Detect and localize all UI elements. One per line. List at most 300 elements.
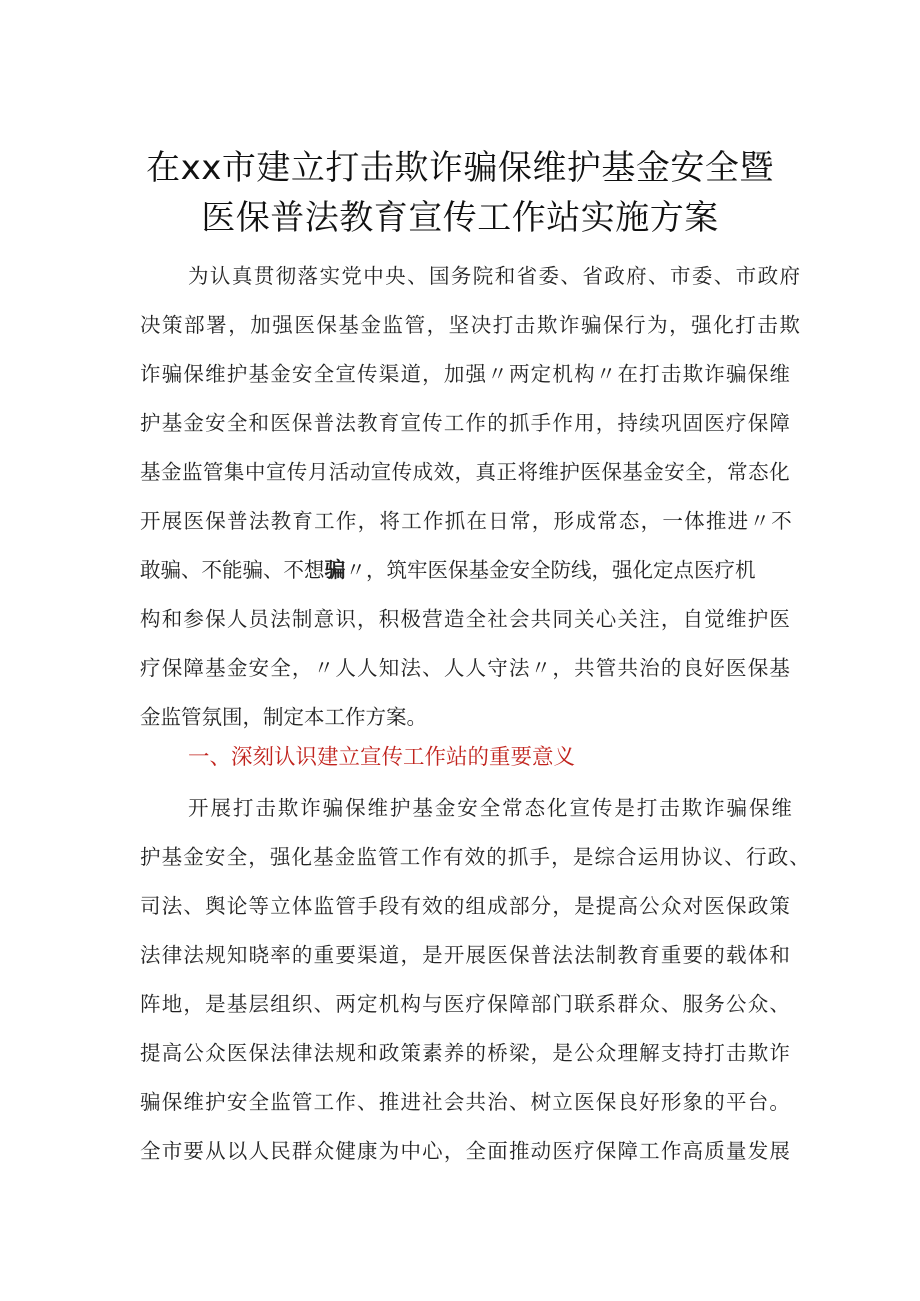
text-char: ， (357, 607, 378, 631)
text-char: 教 (270, 509, 292, 533)
text-char: 与 (422, 992, 443, 1016)
text-char: 欺 (747, 1041, 769, 1065)
text-char: 健 (335, 1139, 356, 1163)
justified-text (140, 459, 790, 485)
text-char: 障 (617, 1139, 638, 1163)
text-char: 管 (378, 845, 399, 869)
text-char: 展 (161, 509, 183, 533)
text-char: 组 (465, 894, 487, 918)
text-char: 制 (595, 943, 617, 967)
text-char: 保 (316, 313, 337, 337)
text-char: 保 (747, 656, 769, 680)
text-char: 普 (530, 943, 552, 967)
text-char: 保 (487, 992, 508, 1016)
paragraph-2-line-8 (140, 1138, 790, 1164)
text-char: 将 (379, 509, 400, 533)
text-char: 政 (747, 894, 769, 918)
text-char: 管 (404, 313, 426, 337)
text-char: 基 (226, 992, 248, 1016)
paragraph-1-line-2 (140, 312, 800, 338)
text-char: 梁 (508, 1041, 530, 1065)
justified-text (140, 1089, 790, 1115)
text-char: 抓 (507, 845, 529, 869)
text-char: 参 (183, 607, 204, 631)
text-char: 为 (378, 1139, 400, 1163)
justified-text (140, 1138, 790, 1164)
text-char: 医 (704, 894, 725, 918)
text-char: ， (248, 845, 269, 869)
text-char: ， (443, 1139, 465, 1163)
text-char: 众 (660, 894, 682, 918)
text-char: 行 (745, 845, 767, 869)
text-char: ， (669, 313, 690, 337)
text-char: 传 (422, 411, 443, 435)
text-char: 为 (188, 264, 209, 288)
text-char: 金 (360, 313, 381, 337)
paragraph-2-line-3 (140, 893, 790, 919)
text-char: 保 (601, 460, 622, 484)
text-char: 法 (552, 943, 573, 967)
text-char: 律 (161, 943, 183, 967)
text-char: 基 (769, 656, 790, 680)
text-char: 击 (514, 313, 536, 337)
text-char: 众 (595, 1041, 617, 1065)
text-char: 维 (725, 607, 747, 631)
text-char: 有 (400, 894, 421, 918)
text-char: 知 (378, 656, 400, 680)
text-char: 识 (335, 607, 356, 631)
text-char: 作 (421, 845, 442, 869)
text-char: 打 (735, 313, 756, 337)
text-char: 医 (226, 1041, 248, 1065)
text-char: 是 (574, 894, 595, 918)
paragraph-1-line-9 (140, 655, 790, 681)
text-char: 党 (341, 264, 362, 288)
text-char: 育 (639, 943, 660, 967)
text-char: 两 (335, 992, 356, 1016)
text-char: 服 (682, 992, 704, 1016)
text-char: 象 (682, 1090, 704, 1114)
text-char: 、 (769, 992, 790, 1016)
text-char: 常 (502, 796, 523, 820)
text-char: 全 (479, 796, 501, 820)
text-char: 造 (443, 607, 465, 631)
text-char: 宣 (265, 460, 287, 484)
text-char: 是 (205, 992, 226, 1016)
text-char: 欺 (682, 362, 704, 386)
document-title-line-2: 医保普法教育宣传工作站实施方案 (201, 198, 719, 238)
text-char: 态 (524, 796, 546, 820)
text-char: 骗 (140, 1090, 161, 1114)
text-char: 策 (400, 1041, 421, 1065)
paragraph-1-line-7 (140, 557, 790, 583)
text-char: 宣 (569, 796, 590, 820)
text-char: 规 (335, 1041, 356, 1065)
paragraph-1-line-10: 金监管氛围，制定本工作方案。 (140, 705, 427, 729)
text-char: 支 (660, 1041, 682, 1065)
text-char: 群 (617, 992, 638, 1016)
text-char: 共 (617, 656, 638, 680)
text-char: 人 (226, 607, 248, 631)
text-char: 医 (769, 607, 790, 631)
text-char: 良 (682, 656, 704, 680)
text-char: 推 (508, 1139, 530, 1163)
text-char: 、 (789, 845, 810, 869)
text-char: 金 (270, 362, 291, 386)
text-char: 推 (378, 1090, 400, 1114)
text-char: 定 (357, 992, 378, 1016)
text-char: 构 (400, 992, 421, 1016)
text-char: 省 (516, 264, 538, 288)
text-char: 治 (487, 1090, 508, 1114)
text-char: 中 (400, 1139, 421, 1163)
paragraph-1-line-1 (188, 263, 800, 289)
text-char: 关 (574, 607, 595, 631)
text-char: 公 (725, 992, 747, 1016)
text-char: 护 (559, 460, 580, 484)
text-char: 的 (704, 943, 725, 967)
text-char: 、 (183, 894, 204, 918)
text-char: 强 (272, 313, 293, 337)
text-char: 体 (684, 509, 705, 533)
text-char: 医 (580, 460, 601, 484)
text-char: ， (640, 509, 662, 533)
text-char: 的 (487, 411, 508, 435)
text-char: 署 (206, 313, 227, 337)
text-char: 保 (595, 1090, 617, 1114)
text-char: 分 (530, 894, 552, 918)
text-char: 护 (205, 1090, 226, 1114)
text-char: 晓 (248, 943, 270, 967)
text-char: 金 (183, 411, 204, 435)
text-char: 骗 (322, 796, 344, 820)
text-char: 运 (637, 845, 659, 869)
text-char: 诈 (140, 362, 161, 386)
text-char: 骗 (580, 313, 602, 337)
text-char: 注 (639, 607, 660, 631)
justified-text (140, 991, 790, 1017)
text-char: 渠 (378, 362, 400, 386)
text-char: 治 (639, 656, 660, 680)
text-char: 障 (183, 656, 204, 680)
text-char: 育 (292, 509, 313, 533)
text-char: 推 (705, 509, 727, 533)
text-char: 社 (487, 607, 508, 631)
text-char: 人 (357, 656, 378, 680)
text-char: 国 (428, 264, 450, 288)
text-char: 击 (757, 313, 778, 337)
text-char: 认 (209, 264, 231, 288)
text-char: 、 (660, 992, 682, 1016)
text-char: 固 (682, 411, 704, 435)
text-char: 、 (713, 264, 735, 288)
text-char: 法 (400, 656, 421, 680)
text-char: 立 (552, 1090, 573, 1114)
text-char: 〃 (749, 509, 770, 533)
text-char: 员 (248, 607, 270, 631)
text-char: 和 (357, 1041, 378, 1065)
text-char: 用 (574, 411, 595, 435)
text-char: 活 (328, 460, 350, 484)
text-char: 坚 (448, 313, 470, 337)
text-char: 真 (231, 264, 253, 288)
text-char: 织 (291, 992, 313, 1016)
text-char: 众 (639, 992, 660, 1016)
text-char: 联 (574, 992, 595, 1016)
text-char: ， (422, 362, 443, 386)
text-char: 央 (385, 264, 406, 288)
text-char: 。 (769, 1090, 790, 1114)
text-char: 态 (748, 460, 769, 484)
text-char: 是 (422, 943, 443, 967)
text-char: 落 (297, 264, 319, 288)
text-char: 台 (747, 1090, 769, 1114)
text-char: 市 (669, 264, 691, 288)
text-char: 击 (660, 362, 682, 386)
text-char: 层 (248, 992, 270, 1016)
text-char: 体 (291, 894, 313, 918)
text-char: 工 (639, 1139, 660, 1163)
text-char: 部 (184, 313, 205, 337)
text-char: 动 (349, 460, 371, 484)
text-char: 形 (660, 1090, 682, 1114)
text-char: 委 (538, 264, 559, 288)
text-char: 重 (313, 943, 335, 967)
text-char: 效 (422, 894, 443, 918)
text-char: 是 (572, 845, 594, 869)
text-char: 构 (140, 607, 161, 631)
justified-text (140, 893, 790, 919)
justified-text (188, 263, 800, 289)
text-char: 全 (248, 1090, 270, 1114)
text-char: 基 (140, 460, 161, 484)
text-char: 欺 (681, 796, 703, 820)
text-char: 金 (643, 460, 664, 484)
text-char: ， (660, 607, 682, 631)
paragraph-2-line-5 (140, 991, 790, 1017)
text-char: 手 (530, 411, 552, 435)
text-char: 抓 (444, 509, 466, 533)
text-char: 真 (475, 460, 496, 484)
text-char: 府 (626, 264, 647, 288)
text-char: 效 (433, 460, 455, 484)
text-char: 觉 (704, 607, 725, 631)
text-char: 工 (313, 1090, 335, 1114)
text-char: 化 (291, 845, 312, 869)
text-char: 道 (400, 362, 421, 386)
text-char: 展 (465, 943, 487, 967)
text-char: 持 (682, 1041, 704, 1065)
paragraph-2-line-7 (140, 1089, 790, 1115)
text-char: 好 (639, 1090, 660, 1114)
text-char: 策 (162, 313, 183, 337)
text-char: 〃 (313, 656, 335, 680)
text-char: 工 (443, 411, 465, 435)
text-char: 、 (648, 264, 669, 288)
text-char: 公 (574, 1041, 595, 1065)
text-char: 的 (443, 894, 465, 918)
text-char: 击 (725, 1041, 747, 1065)
section-1-heading: 一、深刻认识建立宣传工作站的重要意义 (188, 745, 576, 770)
text-char: 提 (595, 894, 617, 918)
text-char: 极 (400, 607, 421, 631)
text-char: 法 (335, 411, 356, 435)
text-char: 阵 (140, 992, 161, 1016)
text-char: 地 (161, 992, 183, 1016)
text-char: 院 (472, 264, 494, 288)
text-char: 载 (725, 943, 747, 967)
text-char: 机 (552, 362, 573, 386)
text-char: 维 (183, 1090, 204, 1114)
text-char: 教 (357, 411, 378, 435)
text-char: 工 (399, 845, 421, 869)
text-char: 人 (248, 1139, 270, 1163)
text-char: 骗 (161, 362, 183, 386)
text-char: 公 (183, 1041, 204, 1065)
text-char: 医 (443, 992, 465, 1016)
text-char: 维 (367, 796, 388, 820)
text-char: 全 (465, 1139, 487, 1163)
text-char: 金 (160, 460, 182, 484)
text-char: 发 (747, 1139, 769, 1163)
document-title-line-1: 在xx市建立打击欺诈骗保维护基金安全暨 (146, 148, 774, 188)
text-char: 态 (618, 509, 640, 533)
text-char: 为 (647, 313, 668, 337)
text-char: 宣 (400, 411, 421, 435)
text-char: 基 (313, 845, 334, 869)
text-char: 基 (205, 656, 226, 680)
text-char: 手 (529, 845, 551, 869)
text-char: 形 (553, 509, 575, 533)
text-char: 安 (226, 1090, 248, 1114)
text-char: 医 (574, 1090, 595, 1114)
text-char: 关 (617, 607, 638, 631)
text-char: ， (454, 460, 476, 484)
text-char: 化 (713, 313, 734, 337)
text-char: 疗 (574, 1139, 595, 1163)
text-char: 护 (747, 607, 769, 631)
text-char: 市 (161, 1139, 183, 1163)
text-char: 理 (617, 1041, 638, 1065)
text-char: 共 (530, 607, 552, 631)
text-char: 维 (769, 362, 790, 386)
text-char: 维 (538, 460, 559, 484)
text-char: 的 (704, 1090, 725, 1114)
text-char: 心 (422, 1139, 443, 1163)
text-char: 障 (508, 992, 530, 1016)
text-char: 系 (595, 992, 617, 1016)
text-char: 基 (338, 313, 359, 337)
text-char: 的 (660, 656, 682, 680)
text-char: 金 (434, 796, 456, 820)
text-char: 全 (313, 362, 335, 386)
text-char: 手 (357, 894, 378, 918)
text-char: 传 (391, 460, 413, 484)
text-char: 保 (183, 362, 204, 386)
text-char: 育 (378, 411, 400, 435)
text-char: 保 (161, 1090, 183, 1114)
text-char: 疗 (465, 992, 487, 1016)
text-char: 护 (226, 362, 248, 386)
text-char: 动 (530, 1139, 552, 1163)
text-char: 是 (552, 1041, 573, 1065)
text-char: 管 (291, 1090, 313, 1114)
text-char: 击 (255, 796, 276, 820)
text-char: 彻 (275, 264, 297, 288)
text-char: 、 (508, 1090, 530, 1114)
text-char: 、 (422, 656, 443, 680)
text-char: 护 (140, 411, 161, 435)
text-char: 骗 (725, 362, 747, 386)
text-char: 法 (270, 1041, 291, 1065)
text-char: 作 (422, 509, 444, 533)
text-char: 抓 (508, 411, 530, 435)
text-char: 论 (226, 894, 248, 918)
text-char: 疗 (725, 411, 747, 435)
text-char: 医 (725, 656, 747, 680)
text-char: ， (426, 313, 448, 337)
text-char: 欺 (779, 313, 800, 337)
text-char: 制 (291, 607, 313, 631)
text-char: 强 (465, 362, 487, 386)
text-char: 医 (552, 1139, 573, 1163)
justified-text (140, 410, 790, 436)
text-char: 监 (270, 1090, 291, 1114)
text-char: 医 (270, 411, 291, 435)
text-char: 对 (682, 894, 704, 918)
text-char: 司 (140, 894, 161, 918)
line-7-suffix: 〃，筑牢医保基金安全防线，强化定点医疗机 (345, 558, 756, 582)
text-char: 常 (510, 509, 531, 533)
text-char: 群 (291, 1139, 313, 1163)
text-char: 体 (747, 943, 769, 967)
text-char: 保 (595, 1139, 617, 1163)
text-char: 保 (748, 796, 770, 820)
text-char: 保 (248, 1041, 270, 1065)
text-char: 、 (560, 264, 581, 288)
text-char: 持 (617, 411, 638, 435)
text-char: 续 (639, 411, 660, 435)
text-char: 人 (335, 656, 356, 680)
text-char: 道 (378, 943, 400, 967)
text-char: 医 (704, 411, 725, 435)
text-char: 管 (595, 656, 617, 680)
text-char: 维 (771, 796, 792, 820)
text-char: 监 (382, 313, 404, 337)
text-char: 的 (486, 845, 507, 869)
text-char: 〃 (595, 362, 617, 386)
text-char: ， (530, 1041, 552, 1065)
text-char: 合 (616, 845, 637, 869)
text-char: ， (531, 509, 553, 533)
text-char: 段 (378, 894, 400, 918)
text-char: ， (291, 656, 313, 680)
text-char: 众 (747, 992, 769, 1016)
text-char: 传 (286, 460, 308, 484)
text-char: 法 (508, 656, 530, 680)
text-char: 决 (470, 313, 492, 337)
text-char: 管 (202, 460, 224, 484)
text-char: 传 (591, 796, 613, 820)
text-char: 〃 (530, 656, 552, 680)
justified-text (140, 844, 810, 870)
text-char: 将 (517, 460, 538, 484)
text-char: 会 (443, 1090, 465, 1114)
text-char: 保 (747, 411, 769, 435)
text-char: 开 (140, 509, 161, 533)
text-char: 积 (378, 607, 400, 631)
text-char: 成 (487, 894, 508, 918)
